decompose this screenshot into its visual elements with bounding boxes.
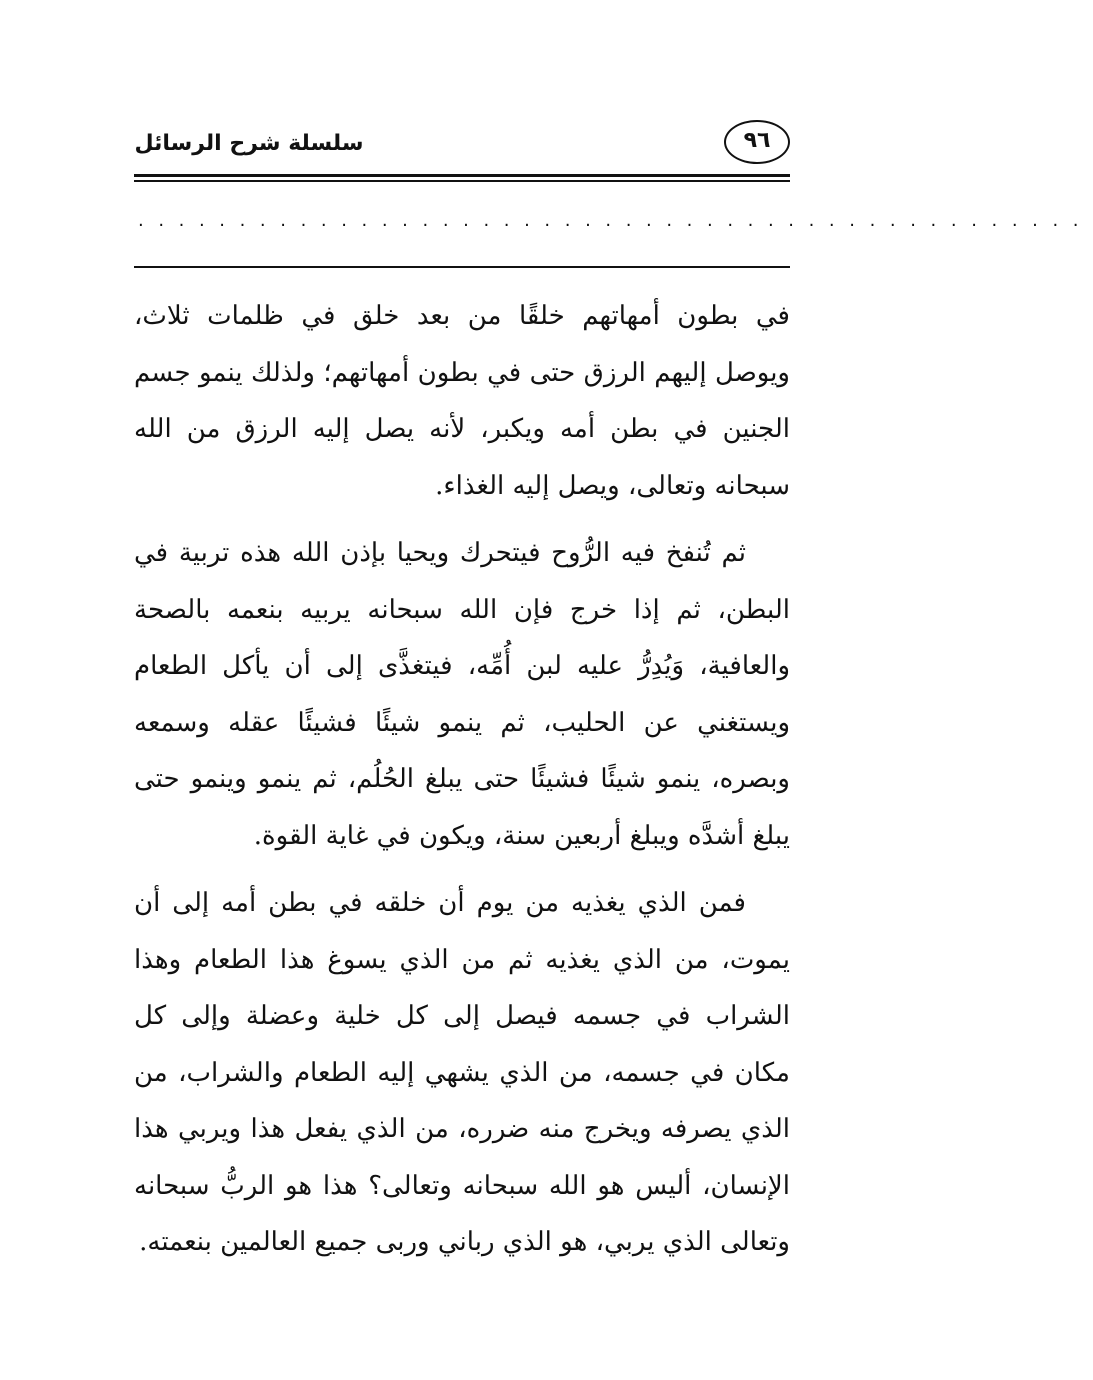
text-top-rule [134,266,790,268]
paragraph: ثم تُنفخ فيه الرُّوح فيتحرك ويحيا بإذن الله هذه تربية في البطن، ثم إذا خرج فإن الله سبحانه يربيه بنعمه بالصحة والعافية، وَيُدِرُّ عليه لبن أُمِّه، فيتغذَّى إلى أن يأكل الطعام ويستغني عن الحليب، ثم ينمو شيئًا فشيئًا عقله وسمعه وبصره، ينمو شيئًا فشيئًا حتى يبلغ الحُلُم، ثم ينمو وينمو حتى يبلغ أشدَّه ويبلغ أربعين سنة، ويكون في غاية القوة. [134,538,790,851]
page-number: ٩٦ [724,120,790,164]
header-rule-top [134,174,790,177]
body-text [134,288,790,1282]
running-title: سلسلة شرح الرسائل [134,131,364,156]
paragraph: فمن الذي يغذيه من يوم أن خلقه في بطن أمه إلى أن يموت، من الذي يغذيه ثم من الذي يسوغ هذا الطعام وهذا الشراب في جسمه فيصل إلى كل خلية وعضلة وإلى كل مكان في جسمه، من الذي يشهي إليه الطعام والشراب، من الذي يصرفه ويخرج منه ضرره، من الذي يفعل هذا ويربي هذا الإنسان، أليس هو الله سبحانه وتعالى؟ هذا هو الربُّ سبحانه وتعالى الذي يربي، هو الذي رباني وربى جميع العالمين بنعمته. [134,888,790,1257]
paragraph: في بطون أمهاتهم خلقًا من بعد خلق في ظلمات ثلاث، ويوصل إليهم الرزق حتى في بطون أمهاتهم؛ ولذلك ينمو جسم الجنين في بطن أمه ويكبر، لأنه يصل إليه الرزق من الله سبحانه وتعالى، ويصل إليه الغذاء. [134,301,790,501]
dotted-separator: ............................................... [138,210,1093,231]
header-rule-bottom [134,180,790,182]
